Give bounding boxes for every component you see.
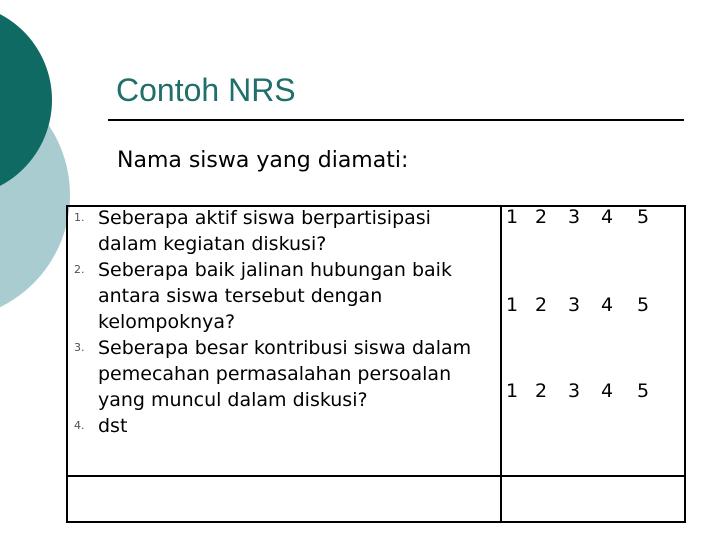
- rating-option[interactable]: 1: [506, 380, 519, 402]
- rating-option[interactable]: 1: [506, 294, 519, 316]
- rating-scale-1: [506, 204, 656, 230]
- observed-student-label: Nama siswa yang diamati:: [117, 148, 409, 173]
- slide-title: Contoh NRS: [116, 72, 296, 108]
- rating-option[interactable]: 5: [637, 380, 650, 402]
- rating-option[interactable]: 5: [637, 294, 650, 316]
- question-text: Seberapa aktif siswa berpartisipasi dalam kegiatan diskusi?: [98, 207, 431, 255]
- question-item: [74, 257, 494, 335]
- question-number: 1.: [74, 211, 85, 224]
- rating-option[interactable]: 3: [568, 294, 581, 316]
- rating-option[interactable]: 1: [506, 206, 519, 228]
- question-item: [74, 205, 494, 257]
- rating-option[interactable]: 4: [601, 206, 614, 228]
- table-row-divider: [68, 475, 684, 477]
- title-underline: [108, 119, 684, 121]
- rating-option[interactable]: 4: [601, 294, 614, 316]
- rating-option[interactable]: 4: [601, 380, 614, 402]
- rating-option[interactable]: 3: [568, 206, 581, 228]
- rating-option[interactable]: 2: [535, 294, 548, 316]
- question-number: 4.: [74, 419, 85, 432]
- rating-option[interactable]: 5: [637, 206, 650, 228]
- question-list: [74, 205, 494, 439]
- question-text: dst: [98, 415, 128, 437]
- table-column-divider: [500, 207, 502, 521]
- question-item: [74, 413, 494, 439]
- question-item: [74, 335, 494, 413]
- question-number: 3.: [74, 341, 85, 354]
- question-number: 2.: [74, 263, 85, 276]
- rating-option[interactable]: 2: [535, 206, 548, 228]
- question-text: Seberapa besar kontribusi siswa dalam pemecahan permasalahan persoalan yang muncul dalam diskusi?: [98, 337, 472, 411]
- rating-option[interactable]: 3: [568, 380, 581, 402]
- rating-option[interactable]: 2: [535, 380, 548, 402]
- rating-scale-2: [506, 292, 656, 318]
- rating-scale-3: [506, 378, 656, 404]
- question-text: Seberapa baik jalinan hubungan baik antara siswa tersebut dengan kelompoknya?: [98, 259, 452, 333]
